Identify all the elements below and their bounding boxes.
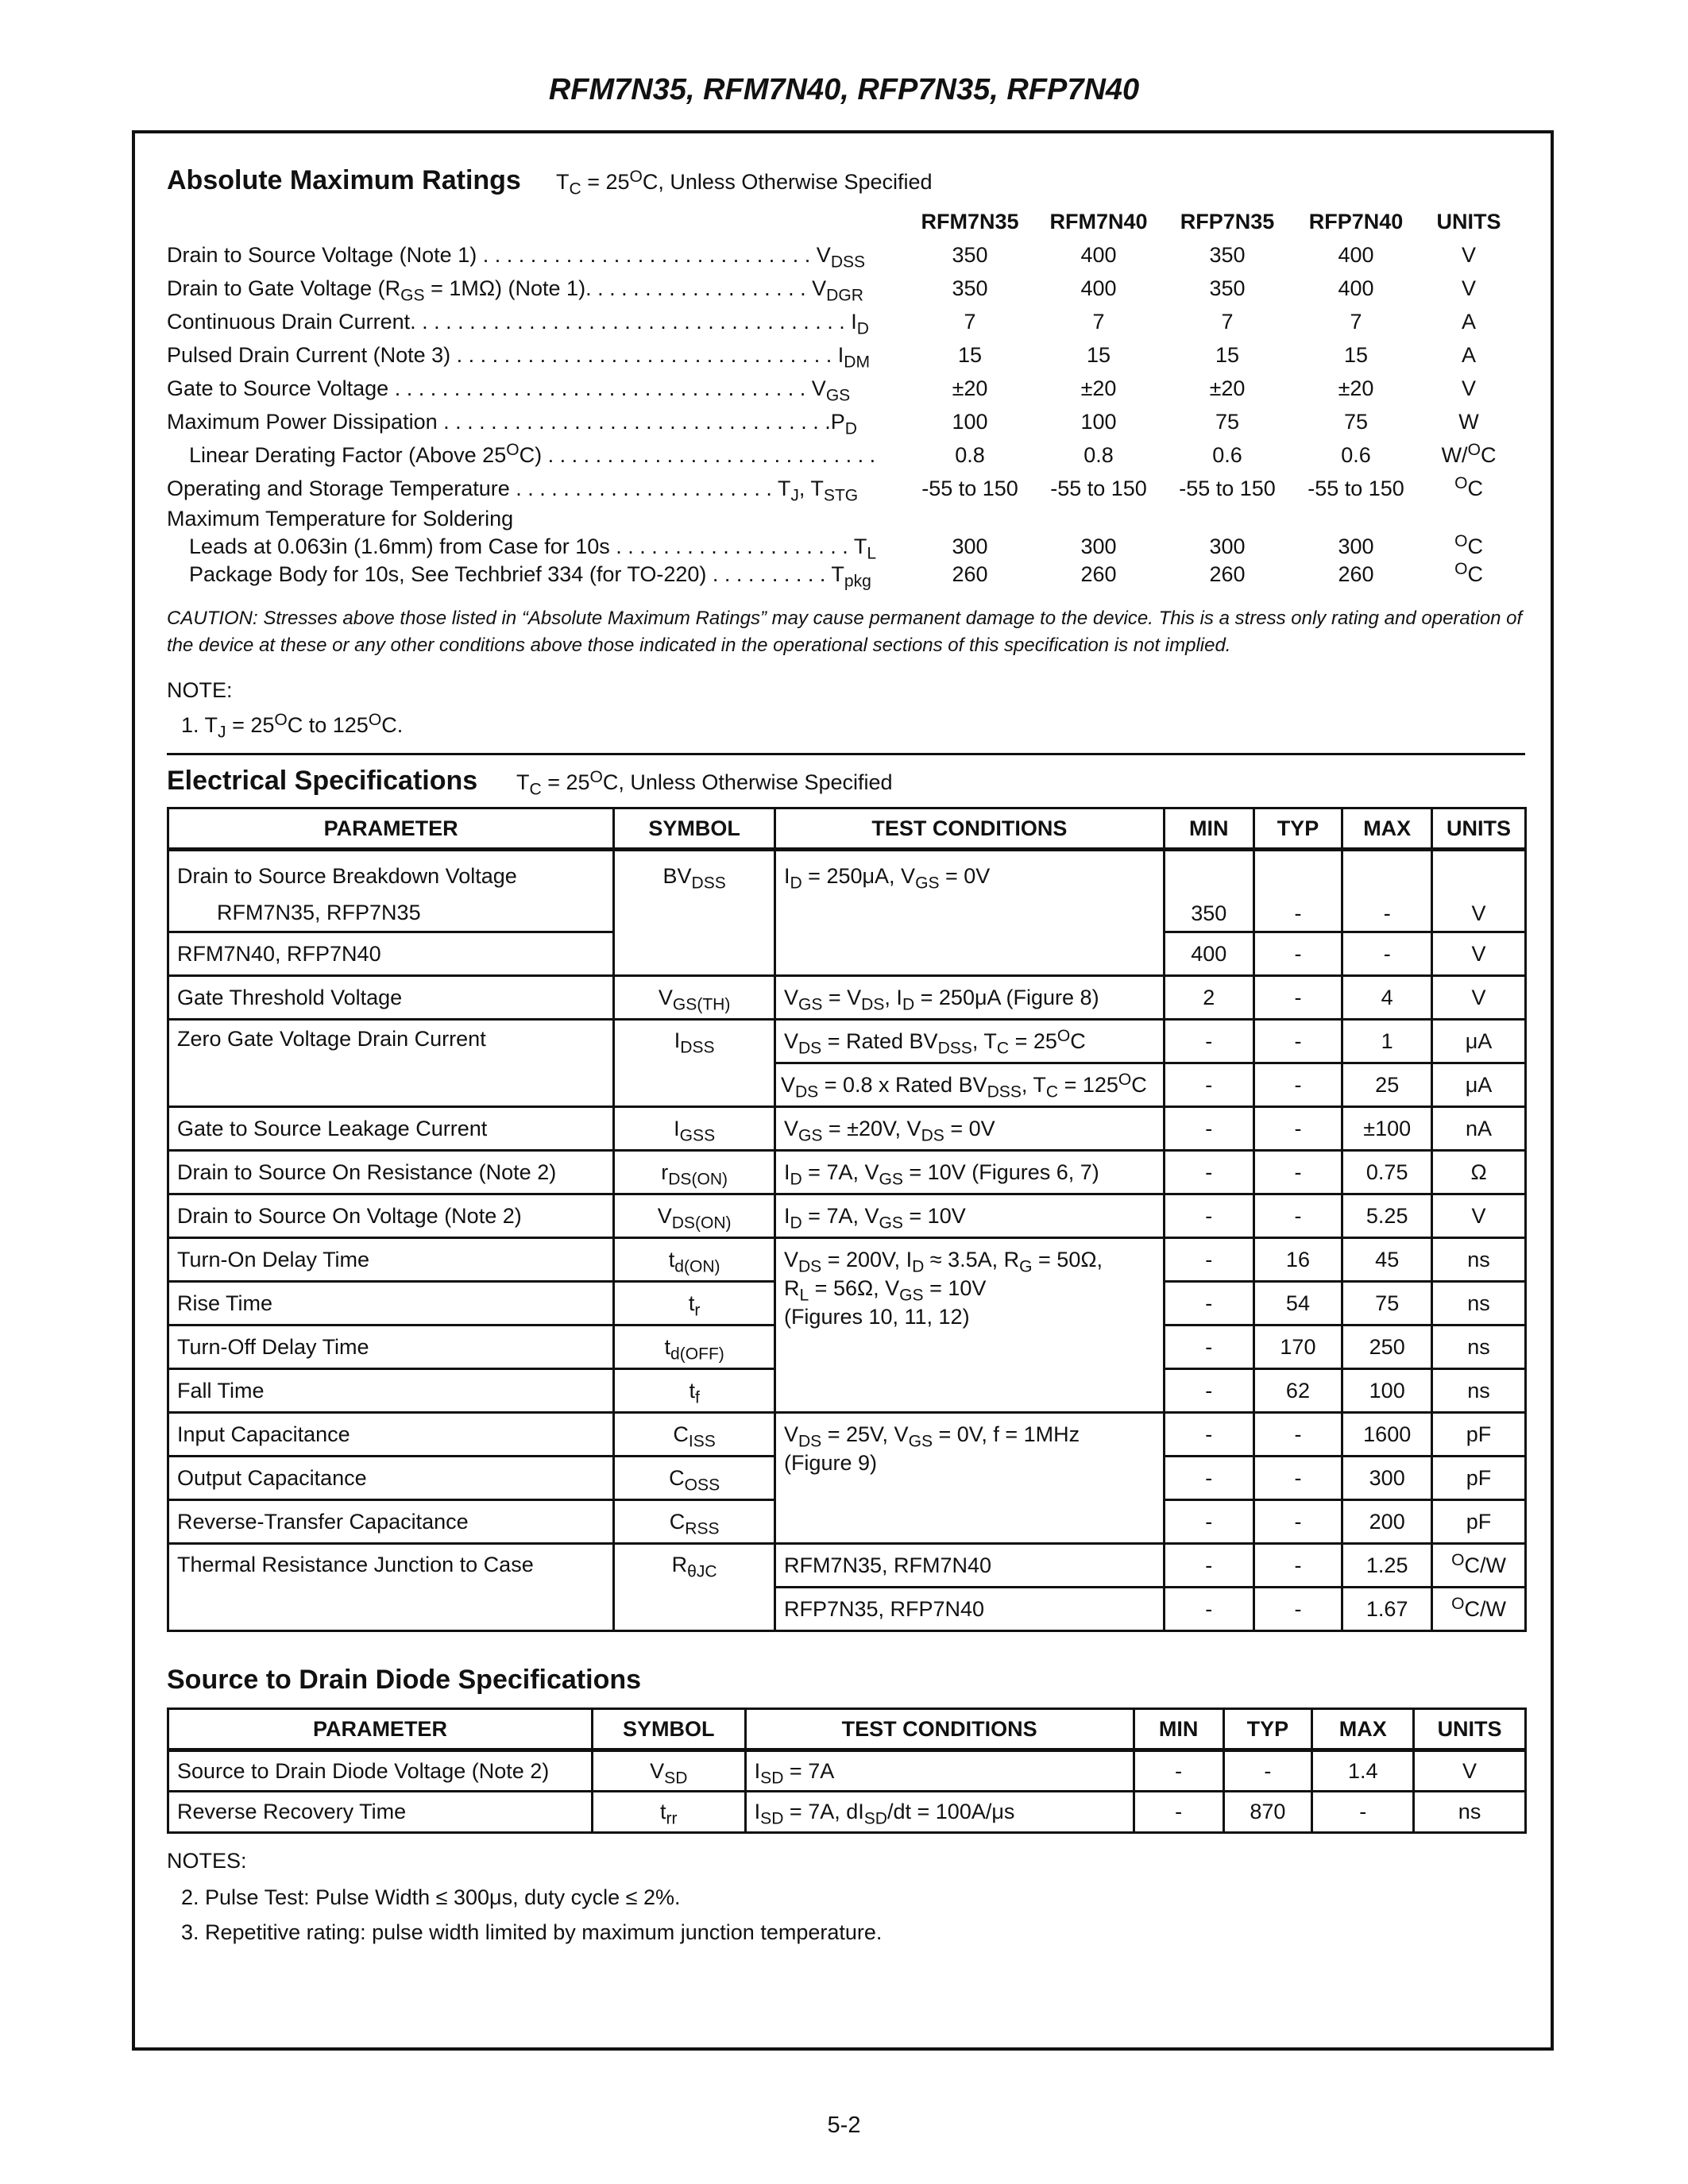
table-row: Output Capacitance $C_{OSS}$ - - 300 pF (168, 1457, 1526, 1500)
caution-text: CAUTION: Stresses above those listed in “Absolute Maximum Ratings” may cause permanent damage to the device. This is a stress only rating and operation of the device at these or any other conditions above those indicated in the operational sections of this specification is not implied. (167, 608, 1523, 656)
table-row: Gate Threshold Voltage $V_{GS(TH)}$ $V_{GS} = V_{DS}$, $I_D = 250\mu A$ (Figure 8) 2 - 4 V (168, 976, 1526, 1020)
note-1: 1. $T_J = 25^OC$ to $125^OC$. (181, 711, 404, 742)
document-title: RFM7N35, RFM7N40, RFP7N35, RFP7N40 (548, 73, 1140, 106)
note-2: 2. Pulse Test: Pulse Width ≤ 300μs, duty cycle ≤ 2%. (181, 1885, 681, 1909)
diode-spec-title: Source to Drain Diode Specifications (167, 1665, 642, 1695)
table-row: Turn-On Delay Time $t_{d(ON)}$ $V_{DS} = 200V$, $I_D \approx 3.5A$, $R_G = 50\Omega$, $R_L = 56\Omega$, $V_{GS} = 10V$ (Figures 10, 11, 12) - 16 45 ns (168, 1238, 1526, 1282)
content-frame (132, 130, 1554, 2051)
elec-spec-title: Electrical Specifications (167, 766, 478, 796)
elec-spec-table (167, 807, 1527, 1632)
section-divider (167, 753, 1525, 755)
diode-spec-table (167, 1707, 1527, 1834)
table-row: Turn-Off Delay Time $t_{d(OFF)}$ - 170 250 ns (168, 1325, 1526, 1369)
abs-max-row: Package Body for 10s, See Techbrief 334 (for TO-220) . . . . . . . . . . $T_{pkg}$ 260 260 260 260 $^O$C (189, 560, 1483, 591)
note-3: 3. Repetitive rating: pulse width limited by maximum junction temperature. (181, 1920, 883, 1944)
elec-spec-condition: $T_C = 25^OC$, Unless Otherwise Specified (516, 768, 893, 799)
col-header: RFM7N40 (1049, 210, 1148, 233)
abs-max-row: Maximum Temperature for Soldering (167, 507, 514, 531)
notes-label: NOTES: (167, 1849, 247, 1873)
abs-max-row: Gate to Source Voltage . . . . . . . . . . . . . . . . . . . . . . . . . . . . . . . . . . . $V_{GS}$ ±20 ±20 ±20 ±20 V (167, 376, 1476, 405)
table-row: Thermal Resistance Junction to Case $R_{\theta JC}$ RFM7N35, RFM7N40 - - 1.25 $^O$C/W (168, 1544, 1526, 1588)
table-row: Zero Gate Voltage Drain Current $I_{DSS}$ $V_{DS}$ = Rated $BV_{DSS}$, $T_C = 25^OC$ - - 1 μA (168, 1020, 1526, 1063)
table-row: Rise Time $t_r$ - 54 75 ns (168, 1282, 1526, 1325)
table-row: Source to Drain Diode Voltage (Note 2) $V_{SD}$ $I_{SD} = 7A$ - - 1.4 V (168, 1750, 1526, 1792)
table-row: Drain to Source On Voltage (Note 2) $V_{DS(ON)}$ $I_D = 7A$, $V_{GS} = 10V$ - - 5.25 V (168, 1194, 1526, 1238)
col-header: RFP7N35 (1180, 210, 1275, 233)
abs-max-row: Drain to Source Voltage (Note 1) . . . . . . . . . . . . . . . . . . . . . . . . . . . . $V_{DSS}$ 350 400 350 400 V (167, 243, 1476, 272)
col-header: RFM7N35 (921, 210, 1019, 233)
col-header: RFP7N40 (1308, 210, 1404, 233)
table-row: Fall Time $t_f$ - 62 100 ns (168, 1369, 1526, 1413)
page-number: 5-2 (827, 2113, 861, 2138)
diode-header-row: PARAMETER SYMBOL TEST CONDITIONS MIN TYP MAX UNITS (168, 1709, 1526, 1750)
table-row: Reverse Recovery Time $t_{rr}$ $I_{SD} = 7A$, $dI_{SD}/dt = 100A/\mu s$ - 870 - ns (168, 1792, 1526, 1833)
table-row: Drain to Source Breakdown Voltage RFM7N35, RFP7N35 $BV_{DSS}$ $I_D = 250\mu A$, $V_{GS} = 0V$ 350 - - V (168, 850, 1526, 932)
table-row: Gate to Source Leakage Current $I_{GSS}$ $V_{GS} = \pm 20V$, $V_{DS} = 0V$ - - ±100 nA (168, 1107, 1526, 1151)
abs-max-row: Operating and Storage Temperature . . . . . . . . . . . . . . . . . . . . . . $T_J$, $T_{STG}$ -55 to 150 -55 to 150 -55 to 150 -55 to 150 $^O$C (167, 474, 1483, 505)
col-header: UNITS (1436, 210, 1501, 233)
abs-max-row: Linear Derating Factor (Above $25^OC$) . . . . . . . . . . . . . . . . . . . . . . . . . . . . 0.8 0.8 0.6 0.6 W/$^O$C (189, 441, 1497, 467)
table-row: Input Capacitance $C_{ISS}$ $V_{DS} = 25V$, $V_{GS} = 0V$, f = 1MHz (Figure 9) - - 1600 pF (168, 1413, 1526, 1457)
abs-max-row: Leads at 0.063in (1.6mm) from Case for 10s . . . . . . . . . . . . . . . . . . . . $T_L$ 300 300 300 300 $^O$C (189, 532, 1483, 563)
abs-max-condition: $T_C = 25^OC$, Unless Otherwise Specified (556, 168, 933, 199)
abs-max-header-row (167, 205, 1517, 238)
abs-max-row: Maximum Power Dissipation . . . . . . . . . . . . . . . . . . . . . . . . . . . . . . . . $.P_D$ 100 100 75 75 W (167, 410, 1479, 438)
note-label: NOTE: (167, 678, 233, 702)
table-row: $V_{DS} = 0.8$ x Rated $BV_{DSS}$, $T_C = 125^OC$ - - 25 μA (168, 1063, 1526, 1107)
abs-max-row: Pulsed Drain Current (Note 3) . . . . . . . . . . . . . . . . . . . . . . . . . . . . . . . . $I_{DM}$ 15 15 15 15 A (167, 343, 1476, 372)
abs-max-row: Drain to Gate Voltage $(R_{GS} = 1M\Omega)$ (Note 1). . . . . . . . . . . . . . . . . . . $V_{DGR}$ 350 400 350 400 V (167, 276, 1476, 305)
table-row: RFP7N35, RFP7N40 - - 1.67 $^O$C/W (168, 1588, 1526, 1631)
table-row: Reverse-Transfer Capacitance $C_{RSS}$ - - 200 pF (168, 1500, 1526, 1544)
abs-max-title: Absolute Maximum Ratings (167, 165, 521, 195)
table-row: RFM7N40, RFP7N40 400 - - V (168, 932, 1526, 976)
table-row: Drain to Source On Resistance (Note 2) $r_{DS(ON)}$ $I_D = 7A$, $V_{GS} = 10V$ (Figures 6, 7) - - 0.75 Ω (168, 1151, 1526, 1194)
elec-header-row: PARAMETER SYMBOL TEST CONDITIONS MIN TYP MAX UNITS (168, 808, 1526, 850)
abs-max-table (167, 205, 1517, 591)
abs-max-row: Continuous Drain Current. . . . . . . . . . . . . . . . . . . . . . . . . . . . . . . . . . . . . $I_D$ 7 7 7 7 A (167, 310, 1476, 338)
